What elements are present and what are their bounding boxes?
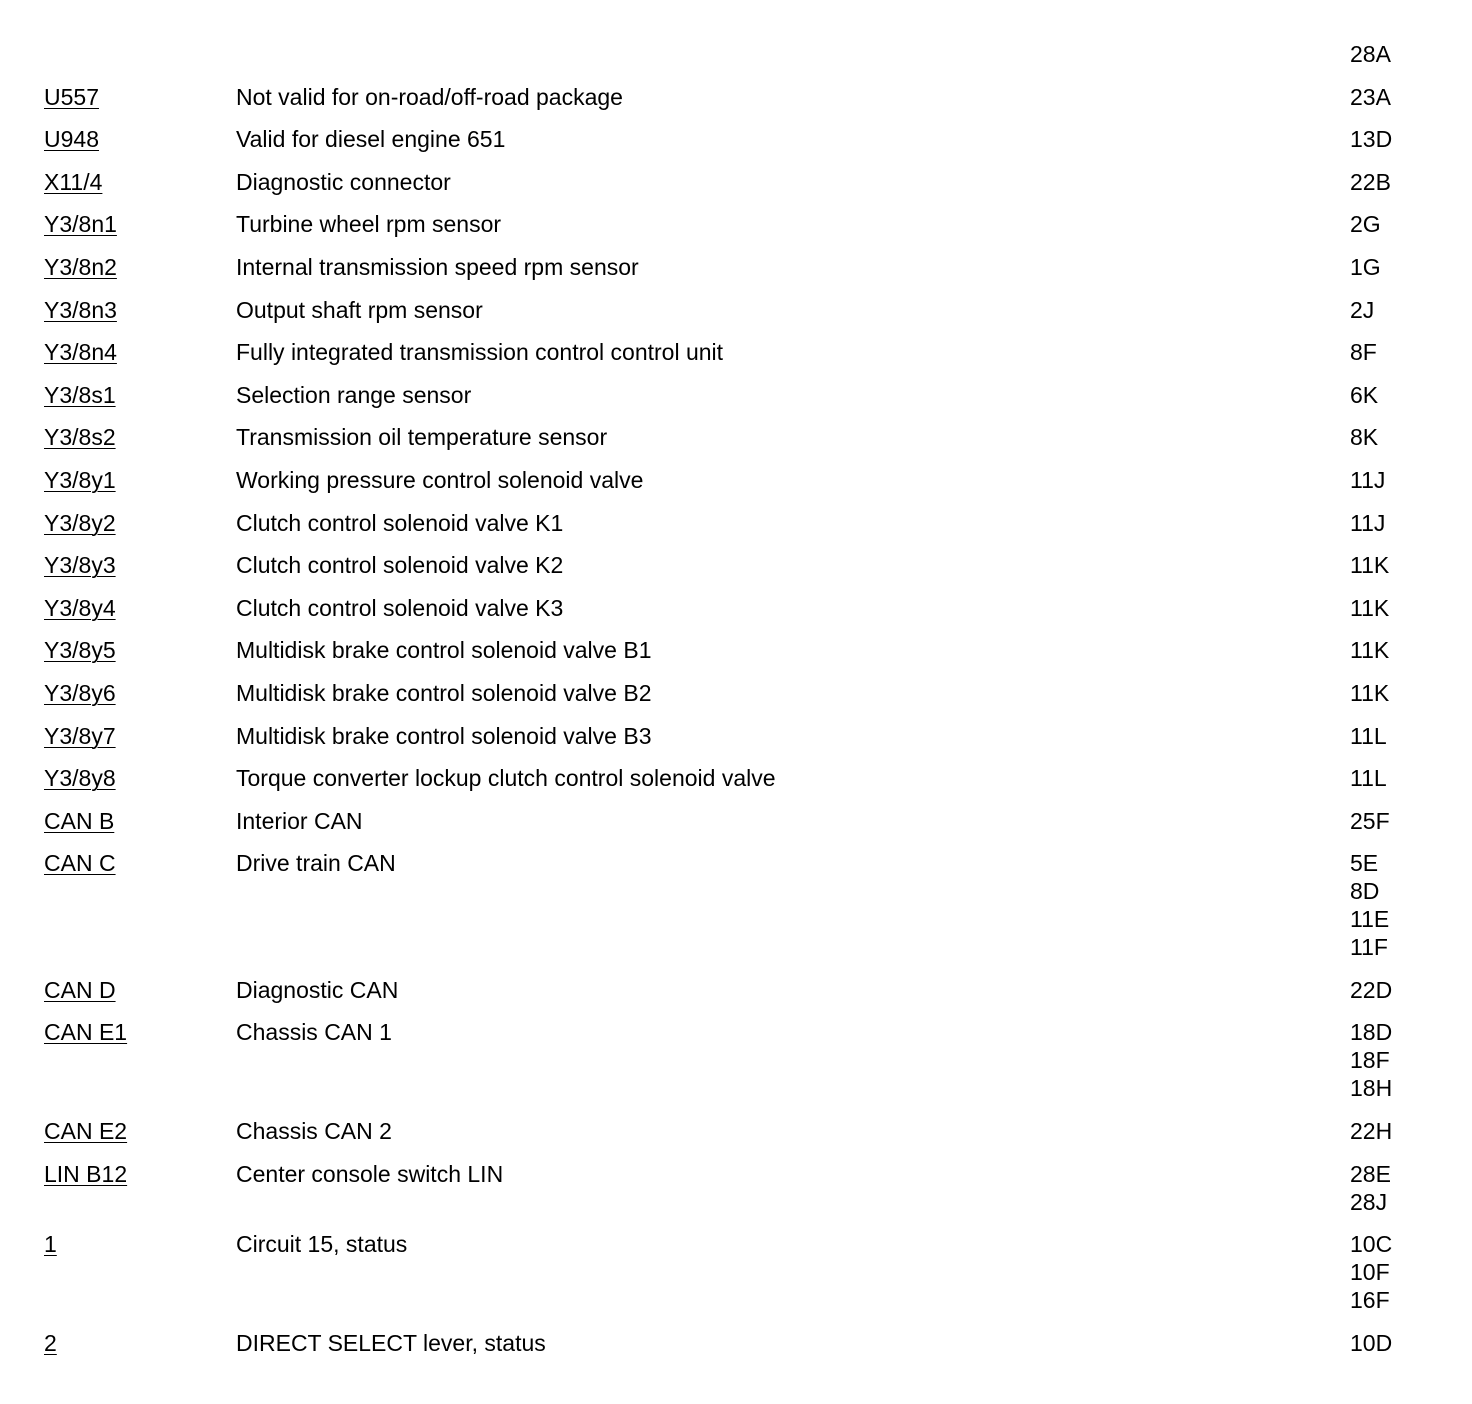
component-code-link[interactable]: Y3/8n3	[44, 296, 117, 323]
component-description: Multidisk brake control solenoid valve B1	[236, 637, 652, 664]
component-code-cell	[44, 807, 224, 835]
component-code-cell	[44, 423, 224, 451]
component-description: Not valid for on-road/off-road package	[236, 83, 623, 110]
component-code-link[interactable]: Y3/8n4	[44, 339, 117, 366]
legend-row	[0, 679, 1472, 707]
component-description: Multidisk brake control solenoid valve B3	[236, 722, 652, 749]
grid-reference: 2G	[1350, 211, 1381, 238]
grid-reference-list	[1350, 338, 1460, 366]
component-code-cell	[44, 1329, 224, 1357]
component-code-link[interactable]: CAN D	[44, 976, 116, 1003]
component-description: Valid for diesel engine 651	[236, 126, 506, 153]
legend-row	[0, 1329, 1472, 1357]
component-description: Selection range sensor	[236, 381, 472, 408]
component-description: Fully integrated transmission control control unit	[236, 339, 724, 366]
grid-reference-list	[1350, 679, 1460, 707]
component-code-cell	[44, 381, 224, 409]
legend-row	[0, 807, 1472, 835]
component-description: Clutch control solenoid valve K2	[236, 552, 564, 579]
legend-row	[0, 381, 1472, 409]
component-code-link[interactable]: Y3/8s2	[44, 424, 116, 451]
grid-reference: 11F	[1350, 934, 1388, 961]
component-code-cell	[44, 466, 224, 494]
component-code-cell	[44, 83, 224, 111]
component-description: DIRECT SELECT lever, status	[236, 1329, 546, 1356]
grid-reference-list	[1350, 1230, 1460, 1314]
component-description: Multidisk brake control solenoid valve B2	[236, 679, 652, 706]
component-code-cell	[44, 976, 224, 1004]
grid-reference: 28E	[1350, 1160, 1391, 1187]
grid-reference: 2J	[1350, 296, 1375, 323]
legend-row	[0, 722, 1472, 750]
component-description: Chassis CAN 2	[236, 1118, 392, 1145]
component-description: Output shaft rpm sensor	[236, 296, 483, 323]
grid-reference-list	[1350, 807, 1460, 835]
legend-row	[0, 83, 1472, 111]
component-code-link[interactable]: CAN C	[44, 850, 116, 877]
legend-row	[0, 296, 1472, 324]
legend-row	[0, 1160, 1472, 1216]
component-code-link[interactable]: 1	[44, 1231, 57, 1258]
grid-reference: 8K	[1350, 424, 1379, 451]
component-code-link[interactable]: Y3/8y8	[44, 765, 116, 792]
component-code-link[interactable]: Y3/8y3	[44, 552, 116, 579]
grid-reference: 11K	[1350, 637, 1390, 664]
component-code-cell	[44, 551, 224, 579]
component-description: Working pressure control solenoid valve	[236, 466, 644, 493]
legend-row	[0, 1117, 1472, 1145]
grid-reference-list	[1350, 296, 1460, 324]
legend-row	[0, 466, 1472, 494]
grid-reference: 22B	[1350, 168, 1391, 195]
legend-row	[0, 509, 1472, 537]
component-code-cell	[44, 338, 224, 366]
grid-reference: 28A	[1350, 41, 1391, 67]
grid-reference: 11K	[1350, 552, 1390, 579]
component-code-link[interactable]: Y3/8y6	[44, 679, 116, 706]
legend-row	[0, 125, 1472, 153]
legend-row	[0, 168, 1472, 196]
component-code-cell	[44, 168, 224, 196]
grid-reference-list	[1350, 1329, 1460, 1357]
component-description: Clutch control solenoid valve K3	[236, 594, 564, 621]
component-description: Center console switch LIN	[236, 1160, 504, 1187]
grid-reference: 18H	[1350, 1075, 1393, 1102]
component-code-link[interactable]: Y3/8n2	[44, 253, 117, 280]
grid-reference-list	[1350, 125, 1460, 153]
grid-reference: 11K	[1350, 679, 1390, 706]
grid-reference: 11K	[1350, 594, 1390, 621]
grid-reference: 10C	[1350, 1231, 1393, 1258]
component-description: Diagnostic CAN	[236, 976, 399, 1003]
grid-reference-list	[1350, 636, 1460, 664]
component-description: Interior CAN	[236, 807, 363, 834]
grid-reference: 11L	[1350, 765, 1387, 792]
component-code-link[interactable]: Y3/8n1	[44, 211, 117, 238]
component-code-cell	[44, 636, 224, 664]
grid-reference-list	[1350, 40, 1460, 68]
grid-reference: 25F	[1350, 807, 1390, 834]
grid-reference-list	[1350, 253, 1460, 281]
grid-reference-list	[1350, 83, 1460, 111]
component-code-link[interactable]: CAN E2	[44, 1118, 128, 1145]
grid-reference: 10D	[1350, 1329, 1393, 1356]
legend-row	[0, 1230, 1472, 1314]
grid-reference: 18D	[1350, 1019, 1393, 1046]
component-code-link[interactable]: LIN B12	[44, 1160, 128, 1187]
grid-reference-list	[1350, 764, 1460, 792]
component-code-link[interactable]: 2	[44, 1329, 57, 1356]
grid-reference: 1G	[1350, 253, 1381, 280]
component-code-cell	[44, 722, 224, 750]
grid-reference: 22H	[1350, 1118, 1393, 1145]
component-description: Chassis CAN 1	[236, 1019, 392, 1046]
component-code-cell	[44, 849, 224, 877]
component-description: Internal transmission speed rpm sensor	[236, 253, 639, 280]
grid-reference-list	[1350, 423, 1460, 451]
legend-row	[0, 338, 1472, 366]
legend-row	[0, 1018, 1472, 1102]
component-code-link[interactable]: U557	[44, 83, 99, 110]
grid-reference-list	[1350, 849, 1460, 961]
grid-reference: 23A	[1350, 83, 1391, 110]
component-description: Circuit 15, status	[236, 1231, 408, 1258]
legend-row	[0, 40, 1472, 68]
component-code-link[interactable]: Y3/8s1	[44, 381, 116, 408]
legend-row	[0, 551, 1472, 579]
grid-reference-list	[1350, 168, 1460, 196]
component-code-cell	[44, 1117, 224, 1145]
component-code-link[interactable]: Y3/8y4	[44, 594, 116, 621]
component-code-link[interactable]: Y3/8y2	[44, 509, 116, 536]
component-code-cell	[44, 125, 224, 153]
component-description: Drive train CAN	[236, 850, 396, 877]
grid-reference-list	[1350, 210, 1460, 238]
grid-reference: 28J	[1350, 1188, 1388, 1215]
grid-reference-list	[1350, 722, 1460, 750]
component-code-cell	[44, 764, 224, 792]
component-code-link[interactable]: X11/4	[44, 168, 103, 195]
grid-reference-list	[1350, 1018, 1460, 1102]
component-description: Diagnostic connector	[236, 168, 451, 195]
grid-reference: 11E	[1350, 906, 1390, 933]
legend-row	[0, 636, 1472, 664]
grid-reference: 13D	[1350, 126, 1393, 153]
grid-reference-list	[1350, 466, 1460, 494]
legend-row	[0, 764, 1472, 792]
grid-reference-list	[1350, 1117, 1460, 1145]
grid-reference: 18F	[1350, 1047, 1390, 1074]
component-description: Transmission oil temperature sensor	[236, 424, 608, 451]
legend-table	[0, 40, 1472, 1371]
component-code-link[interactable]: Y3/8y7	[44, 722, 116, 749]
legend-row	[0, 849, 1472, 961]
grid-reference-list	[1350, 381, 1460, 409]
component-code-cell	[44, 679, 224, 707]
component-code-cell	[44, 253, 224, 281]
component-code-cell	[44, 1160, 224, 1188]
legend-row	[0, 210, 1472, 238]
grid-reference-list	[1350, 976, 1460, 1004]
component-code-cell	[44, 296, 224, 324]
grid-reference-list	[1350, 594, 1460, 622]
grid-reference: 8D	[1350, 878, 1380, 905]
component-code-cell	[44, 1018, 224, 1046]
component-description: Torque converter lockup clutch control solenoid valve	[236, 765, 776, 792]
component-description: Turbine wheel rpm sensor	[236, 211, 502, 238]
component-code-link[interactable]: U948	[44, 126, 99, 153]
legend-row	[0, 253, 1472, 281]
legend-row	[0, 423, 1472, 451]
grid-reference: 11L	[1350, 722, 1387, 749]
component-code-cell	[44, 210, 224, 238]
component-code-cell	[44, 509, 224, 537]
grid-reference: 11J	[1350, 466, 1386, 493]
grid-reference: 22D	[1350, 976, 1393, 1003]
grid-reference: 8F	[1350, 339, 1377, 366]
grid-reference-list	[1350, 509, 1460, 537]
grid-reference: 6K	[1350, 381, 1379, 408]
legend-row	[0, 594, 1472, 622]
grid-reference: 11J	[1350, 509, 1386, 536]
grid-reference: 5E	[1350, 850, 1379, 877]
grid-reference-list	[1350, 551, 1460, 579]
component-code-cell	[44, 1230, 224, 1258]
grid-reference: 16F	[1350, 1287, 1390, 1314]
grid-reference: 10F	[1350, 1259, 1390, 1286]
legend-row	[0, 976, 1472, 1004]
component-code-link[interactable]: CAN E1	[44, 1019, 128, 1046]
component-description: Clutch control solenoid valve K1	[236, 509, 564, 536]
component-code-cell	[44, 594, 224, 622]
component-code-link[interactable]: Y3/8y5	[44, 637, 116, 664]
component-code-link[interactable]: Y3/8y1	[44, 466, 116, 493]
grid-reference-list	[1350, 1160, 1460, 1216]
component-code-link[interactable]: CAN B	[44, 807, 115, 834]
